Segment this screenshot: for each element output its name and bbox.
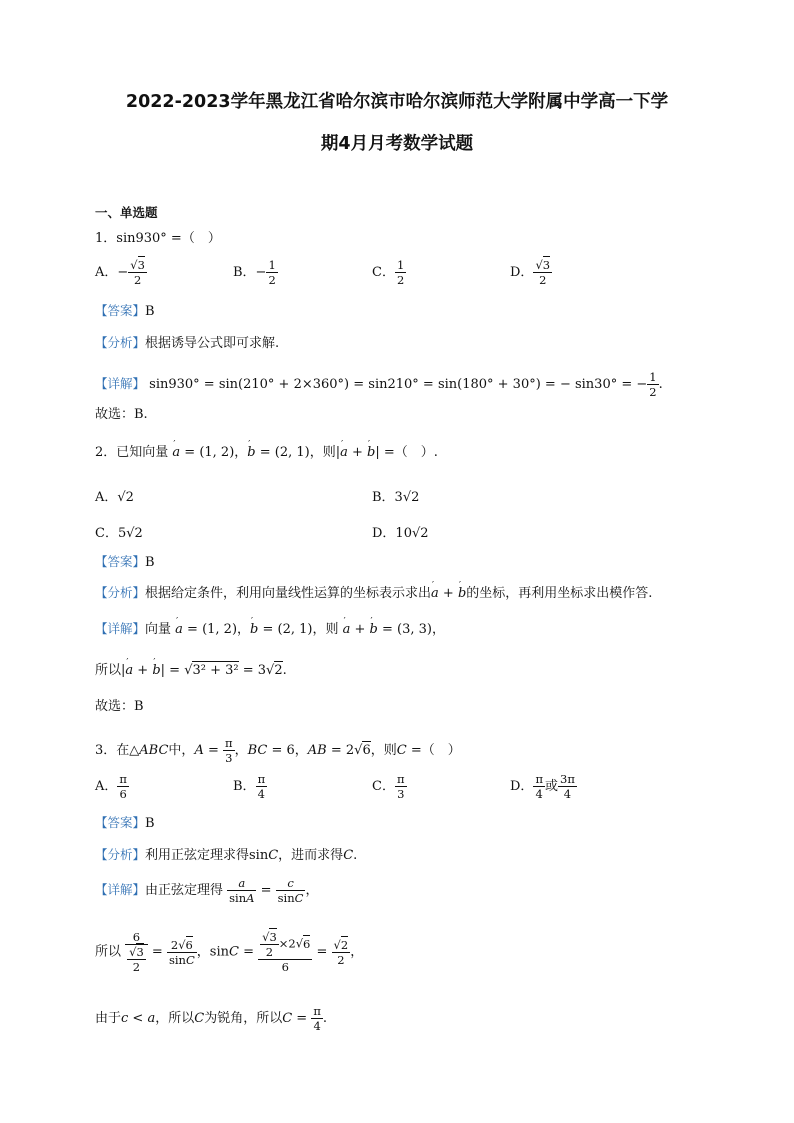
q1-detail: 【详解】 sin930° = sin(210° + 2×360°) = sin210° = sin(180° + 30°) = − sin30° = − $\frac{1}{2}$ . <box>95 370 663 399</box>
analysis-tag: 【分析】 <box>95 585 146 600</box>
q1-option-d: D． $\frac{√3}{2}$ <box>510 258 551 287</box>
q1-stem: 1．sin930° =（ ） <box>95 231 221 246</box>
q3-detail-3: 由于c < a，所以C为锐角，所以C = $\frac{\pi}{4}$ . <box>95 1004 328 1033</box>
answer-tag: 【答案】 <box>95 554 146 569</box>
q1-option-c: C． $\frac{1}{2}$ <box>372 258 405 287</box>
q1-option-a: A．− $\frac{√3}{2}$ <box>95 258 145 287</box>
q3-detail-2: 所以 $\frac{6}{\frac{√3}{2}}$ = $\frac{2√6}{\sin C}$ ，sinC = $\frac{√3}{2}$ ×2√6 6 = $\frac{√2}{2}$ ， <box>95 930 364 974</box>
q2-answer-value: B <box>145 555 155 570</box>
q3-option-d: D． $\frac{\pi}{4}$ 或 $\frac{3\pi}{4}$ <box>510 772 575 801</box>
q1-option-b: B．− $\frac{1}{2}$ <box>233 258 276 287</box>
detail-tag: 【详解】 <box>95 621 146 636</box>
q2-option-b: B．3√2 <box>372 490 420 505</box>
detail-tag: 【详解】 <box>95 882 146 897</box>
q3-option-c: C． $\frac{\pi}{3}$ <box>372 772 405 801</box>
analysis-tag: 【分析】 <box>95 847 146 862</box>
q1-answer <box>95 302 155 321</box>
q3-option-a: A． $\frac{\pi}{6}$ <box>95 772 127 801</box>
title-line-1: 2022-2023学年黑龙江省哈尔滨市哈尔滨师范大学附属中学高一下学 <box>125 92 669 112</box>
analysis-tag: 【分析】 <box>95 335 146 350</box>
detail-tag: 【详解】 <box>95 376 146 391</box>
answer-tag: 【答案】 <box>95 303 146 318</box>
q1-choose: 故选：B. <box>95 407 148 422</box>
q3-analysis: 【分析】利用正弦定理求得sinC，进而求得C. <box>95 847 358 863</box>
q2-answer <box>95 553 155 572</box>
section-heading: 一、单选题 <box>95 205 158 220</box>
q2-option-c: C．5√2 <box>95 526 143 541</box>
q2-detail-2: 所以|′ a + ′ b| = √3² + 3² = 3√2. <box>95 662 287 680</box>
q1-analysis <box>95 334 279 353</box>
q1-answer-value: B <box>145 304 155 319</box>
q1-analysis-text: 根据诱导公式即可求解. <box>145 336 280 351</box>
q2-detail: 【详解】向量 ′ a = (1, 2)，′ b = (2, 1)，则 ′ a + ′ b = (3, 3)， <box>95 620 445 639</box>
q1-number: 1． <box>95 231 117 246</box>
q2-option-d: D．10√2 <box>372 526 429 541</box>
q3-detail: 【详解】由正弦定理得 $\frac{a}{\sin A}$ = $\frac{c}{\sin C}$ ， <box>95 876 319 905</box>
q3-stem: 3．在△ABC中，A = $\frac{\pi}{3}$ ，BC = 6，AB = 2√6，则C =（ ） <box>95 736 461 765</box>
q3-answer-value: B <box>145 816 155 831</box>
answer-tag: 【答案】 <box>95 815 146 830</box>
title-line-2: 期4月月考数学试题 <box>320 134 474 154</box>
q1-option-a-label: A． <box>95 265 118 280</box>
q2-option-a: A．√2 <box>95 490 134 505</box>
q2-analysis: 【分析】根据给定条件，利用向量线性运算的坐标表示求出′ a + ′ b的坐标，再利用坐标求出模作答. <box>95 584 652 603</box>
q3-answer <box>95 814 155 833</box>
q3-option-b: B． $\frac{\pi}{4}$ <box>233 772 266 801</box>
q2-stem: 2．已知向量 ′ a = (1, 2)，′ b = (2, 1)，则|′ a + ′ b| =（ ）. <box>95 444 438 462</box>
q2-choose: 故选：B <box>95 699 144 714</box>
